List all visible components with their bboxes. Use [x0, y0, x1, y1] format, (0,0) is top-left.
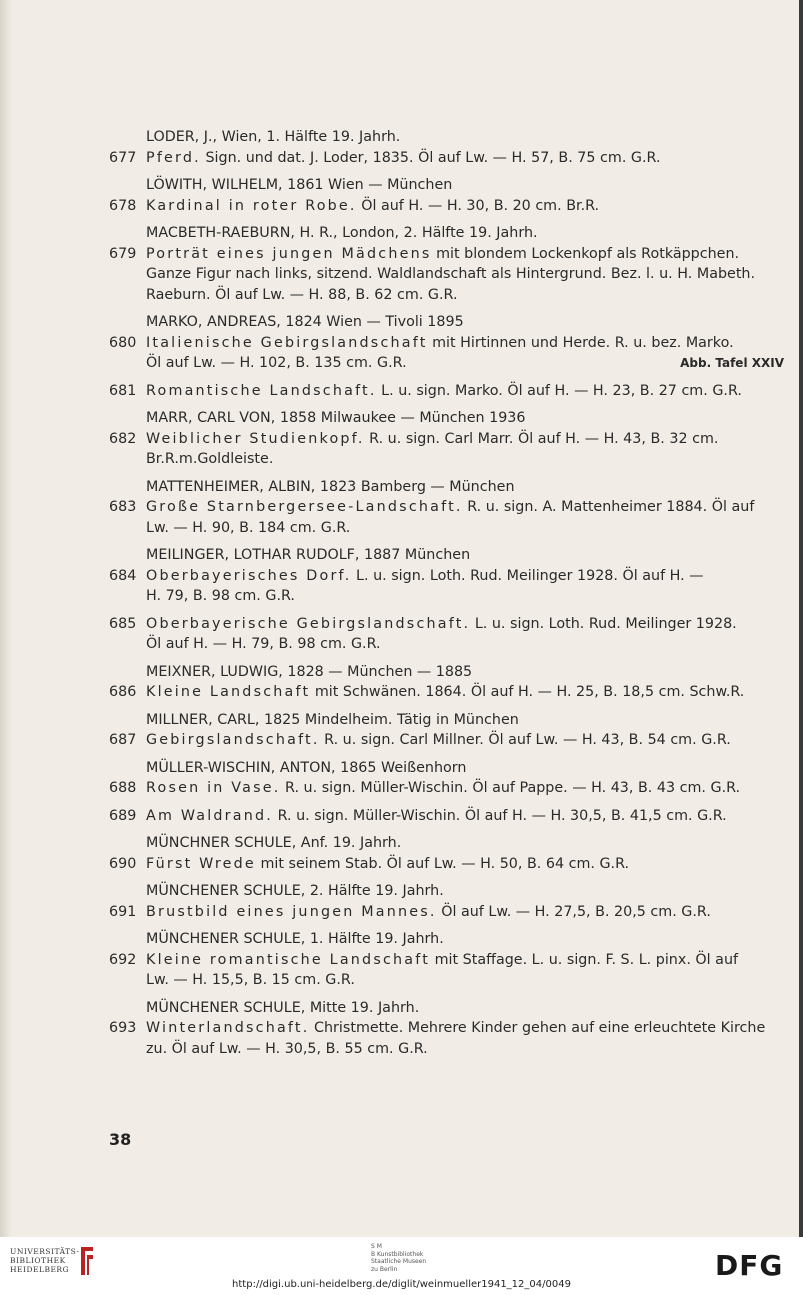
artist-heading: MACBETH-RAEBURN, H. R., London, 2. Hälfte 19. Jahrh.: [146, 225, 538, 241]
lot-entry: [109, 682, 784, 703]
lot-line: [146, 381, 784, 402]
library-logo-icon: [78, 1245, 96, 1277]
lot-description: [146, 566, 784, 607]
lot-number: 688: [109, 780, 137, 796]
lot-entry: [109, 566, 784, 607]
lot-entry: [109, 950, 784, 991]
lot-text: Raeburn. Öl auf Lw. — H. 88, B. 62 cm. G.R.: [146, 286, 458, 303]
page-edge-shadow: [0, 0, 12, 1237]
lot-description: [146, 730, 784, 751]
lot-text: Ganze Figur nach links, sitzend. Waldlandschaft als Hintergrund. Bez. l. u. H. Mabeth.: [146, 266, 756, 282]
lot-text: mit Schwänen. 1864. Öl auf H. — H. 25, B. 18,5 cm. Schw.R.: [314, 684, 745, 700]
library-name: [10, 1247, 80, 1274]
lot-line: [146, 429, 784, 450]
lot-description: [146, 381, 784, 402]
lot-number: 679: [109, 245, 137, 262]
lot-title: Kleine romantische Landschaft: [146, 951, 431, 968]
stamp-line: B Kunstbibliothek: [371, 1250, 424, 1258]
lot-line: [146, 353, 784, 374]
lot-line: [146, 1039, 784, 1060]
artist-heading: MATTENHEIMER, ALBIN, 1823 Bamberg — München: [146, 478, 515, 495]
artist-heading: MÜLLER-WISCHIN, ANTON, 1865 Weißenhorn: [146, 759, 467, 776]
lot-description: [146, 854, 784, 875]
lot-description: [146, 244, 784, 306]
lot-title: Gebirgslandschaft.: [146, 732, 320, 748]
lot-description: [146, 778, 784, 799]
lot-title: Große Starnbergersee-Landschaft.: [146, 499, 463, 515]
lot-title: Porträt eines jungen Mädchens: [146, 245, 432, 262]
lot-number: 681: [109, 382, 137, 399]
lot-text: Christmette. Mehrere Kinder gehen auf eine erleuchtete Kirche: [314, 1020, 766, 1036]
lot-number: 677: [109, 149, 137, 166]
lot-description: [146, 148, 784, 169]
lot-title: Rosen in Vase.: [146, 780, 281, 796]
lot-title: Brustbild eines jungen Mannes.: [146, 903, 437, 920]
artist-heading: MARKO, ANDREAS, 1824 Wien — Tivoli 1895: [146, 314, 464, 330]
lot-line: [146, 518, 784, 539]
lot-line: [146, 148, 784, 169]
lot-text: zu. Öl auf Lw. — H. 30,5, B. 55 cm. G.R.: [146, 1040, 428, 1057]
lot-number: 682: [109, 430, 137, 447]
artist-heading: MILLNER, CARL, 1825 Mindelheim. Tätig in München: [146, 711, 519, 728]
lot-line: [146, 264, 784, 285]
artist-heading: LODER, J., Wien, 1. Hälfte 19. Jahrh.: [146, 129, 401, 145]
lot-entry: [109, 497, 784, 538]
lot-text: Br.R.m.Goldleiste.: [146, 451, 274, 467]
lot-entry: [109, 806, 784, 827]
lot-text: mit Hirtinnen und Herde. R. u. bez. Marko.: [432, 334, 734, 351]
lot-number: 691: [109, 903, 137, 920]
lot-text: L. u. sign. Loth. Rud. Meilinger 1928. Öl auf H. —: [356, 567, 704, 584]
lot-text: R. u. sign. A. Mattenheimer 1884. Öl auf: [467, 499, 755, 515]
lot-line: [146, 244, 784, 265]
lot-line: [146, 449, 784, 470]
lot-entry: [109, 196, 784, 217]
artist-heading: MEIXNER, LUDWIG, 1828 — München — 1885: [146, 663, 473, 680]
lot-title: Kardinal in roter Robe.: [146, 197, 357, 214]
lot-number: 693: [109, 1020, 137, 1036]
lot-text: mit seinem Stab. Öl auf Lw. — H. 50, B. 64 cm. G.R.: [260, 855, 630, 872]
lot-entry: [109, 244, 784, 306]
lot-number: 680: [109, 334, 137, 351]
lot-number: 690: [109, 855, 137, 872]
lot-number: 684: [109, 567, 137, 584]
lot-text: Sign. und dat. J. Loder, 1835. Öl auf Lw. — H. 57, B. 75 cm. G.R.: [205, 149, 661, 166]
page-number: 38: [109, 1130, 132, 1149]
lot-entry: [109, 1018, 784, 1059]
plate-reference: Abb. Tafel XXIV: [680, 356, 784, 370]
lot-number: 689: [109, 807, 137, 824]
lot-text: R. u. sign. Carl Marr. Öl auf H. — H. 43, B. 32 cm.: [369, 430, 719, 447]
lot-entry: [109, 381, 784, 402]
lot-description: [146, 429, 784, 470]
lot-title: Oberbayerisches Dorf.: [146, 567, 352, 584]
lot-description: [146, 682, 784, 703]
lot-line: [146, 586, 784, 607]
lot-line: [146, 730, 784, 751]
lot-title: Weiblicher Studienkopf.: [146, 430, 365, 447]
lot-text: L. u. sign. Loth. Rud. Meilinger 1928.: [474, 615, 737, 632]
stamp-line: zu Berlin: [371, 1265, 398, 1273]
lot-description: [146, 1018, 784, 1059]
lot-line: [146, 950, 784, 971]
dfg-logo: DFG: [715, 1249, 784, 1282]
lot-line: [146, 682, 784, 703]
lot-line: [146, 634, 784, 655]
library-line: HEIDELBERG: [10, 1265, 70, 1274]
permalink-url[interactable]: http://digi.ub.uni-heidelberg.de/diglit/weinmueller1941_12_04/0049: [232, 1279, 571, 1290]
lot-line: [146, 902, 784, 923]
lot-description: [146, 950, 784, 991]
artist-heading: MÜNCHENER SCHULE, Mitte 19. Jahrh.: [146, 999, 420, 1016]
lot-text: H. 79, B. 98 cm. G.R.: [146, 588, 295, 604]
lot-text: mit Staffage. L. u. sign. F. S. L. pinx. Öl auf: [434, 951, 739, 968]
lot-entry: [109, 148, 784, 169]
lot-line: [146, 970, 784, 991]
lot-number: 678: [109, 197, 137, 214]
lot-line: [146, 854, 784, 875]
artist-heading: MARR, CARL VON, 1858 Milwaukee — München 1936: [146, 410, 526, 426]
lot-title: Oberbayerische Gebirgslandschaft.: [146, 615, 471, 632]
lot-line: [146, 333, 784, 354]
lot-entry: [109, 333, 784, 374]
lot-line: [146, 497, 784, 518]
lot-entry: [109, 730, 784, 751]
lot-text: R. u. sign. Müller-Wischin. Öl auf H. — H. 30,5, B. 41,5 cm. G.R.: [277, 807, 727, 824]
lot-text: Öl auf Lw. — H. 102, B. 135 cm. G.R.: [146, 355, 407, 371]
lot-title: Kleine Landschaft: [146, 684, 311, 700]
artist-heading: LÖWITH, WILHELM, 1861 Wien — München: [146, 177, 453, 193]
lot-title: Am Waldrand.: [146, 807, 274, 824]
page-edge-dark: [799, 0, 803, 1237]
lot-number: 685: [109, 615, 137, 632]
artist-heading: MÜNCHNER SCHULE, Anf. 19. Jahrh.: [146, 835, 402, 851]
lot-description: [146, 497, 784, 538]
lot-entry: [109, 778, 784, 799]
lot-number: 683: [109, 499, 137, 515]
lot-text: R. u. sign. Müller-Wischin. Öl auf Pappe. — H. 43, B. 43 cm. G.R.: [285, 780, 741, 796]
lot-number: 692: [109, 951, 137, 968]
lot-description: [146, 196, 784, 217]
lot-description: [146, 333, 784, 374]
footer-bar: [0, 1237, 803, 1295]
museum-stamp: [371, 1243, 426, 1273]
lot-title: Fürst Wrede: [146, 855, 256, 872]
lot-text: Öl auf H. — H. 30, B. 20 cm. Br.R.: [361, 197, 600, 214]
lot-text: Öl auf Lw. — H. 27,5, B. 20,5 cm. G.R.: [441, 903, 711, 920]
lot-entry: [109, 854, 784, 875]
lot-number: 687: [109, 732, 137, 748]
stamp-line: S M: [371, 1243, 382, 1250]
lot-text: mit blondem Lockenkopf als Rotkäppchen.: [436, 245, 740, 262]
lot-text: Lw. — H. 90, B. 184 cm. G.R.: [146, 519, 351, 536]
lot-description: [146, 806, 784, 827]
lot-title: Winterlandschaft.: [146, 1020, 310, 1036]
artist-heading: MÜNCHENER SCHULE, 2. Hälfte 19. Jahrh.: [146, 883, 444, 899]
lot-number: 686: [109, 684, 137, 700]
lot-entry: [109, 429, 784, 470]
artist-heading: MEILINGER, LOTHAR RUDOLF, 1887 München: [146, 547, 471, 563]
lot-description: [146, 614, 784, 655]
lot-text: L. u. sign. Marko. Öl auf H. — H. 23, B. 27 cm. G.R.: [381, 382, 742, 399]
artist-heading: MÜNCHENER SCHULE, 1. Hälfte 19. Jahrh.: [146, 931, 444, 947]
stamp-line: Staatliche Museen: [371, 1258, 427, 1265]
lot-entry: [109, 614, 784, 655]
lot-title: Italienische Gebirgslandschaft: [146, 334, 428, 351]
lot-line: [146, 614, 784, 635]
lot-line: [146, 566, 784, 587]
lot-title: Pferd.: [146, 149, 201, 166]
lot-description: [146, 902, 784, 923]
lot-title: Romantische Landschaft.: [146, 382, 377, 399]
library-line: UNIVERSITÄTS-: [10, 1247, 80, 1256]
lot-text: R. u. sign. Carl Millner. Öl auf Lw. — H. 43, B. 54 cm. G.R.: [324, 732, 731, 748]
lot-line: [146, 285, 784, 306]
lot-line: [146, 1018, 784, 1039]
lot-text: Lw. — H. 15,5, B. 15 cm. G.R.: [146, 972, 355, 988]
lot-line: [146, 806, 784, 827]
lot-line: [146, 196, 784, 217]
lot-entry: [109, 902, 784, 923]
library-line: BIBLIOTHEK: [10, 1256, 66, 1265]
catalog-text: [109, 127, 784, 1059]
lot-line: [146, 778, 784, 799]
lot-text: Öl auf H. — H. 79, B. 98 cm. G.R.: [146, 636, 381, 652]
